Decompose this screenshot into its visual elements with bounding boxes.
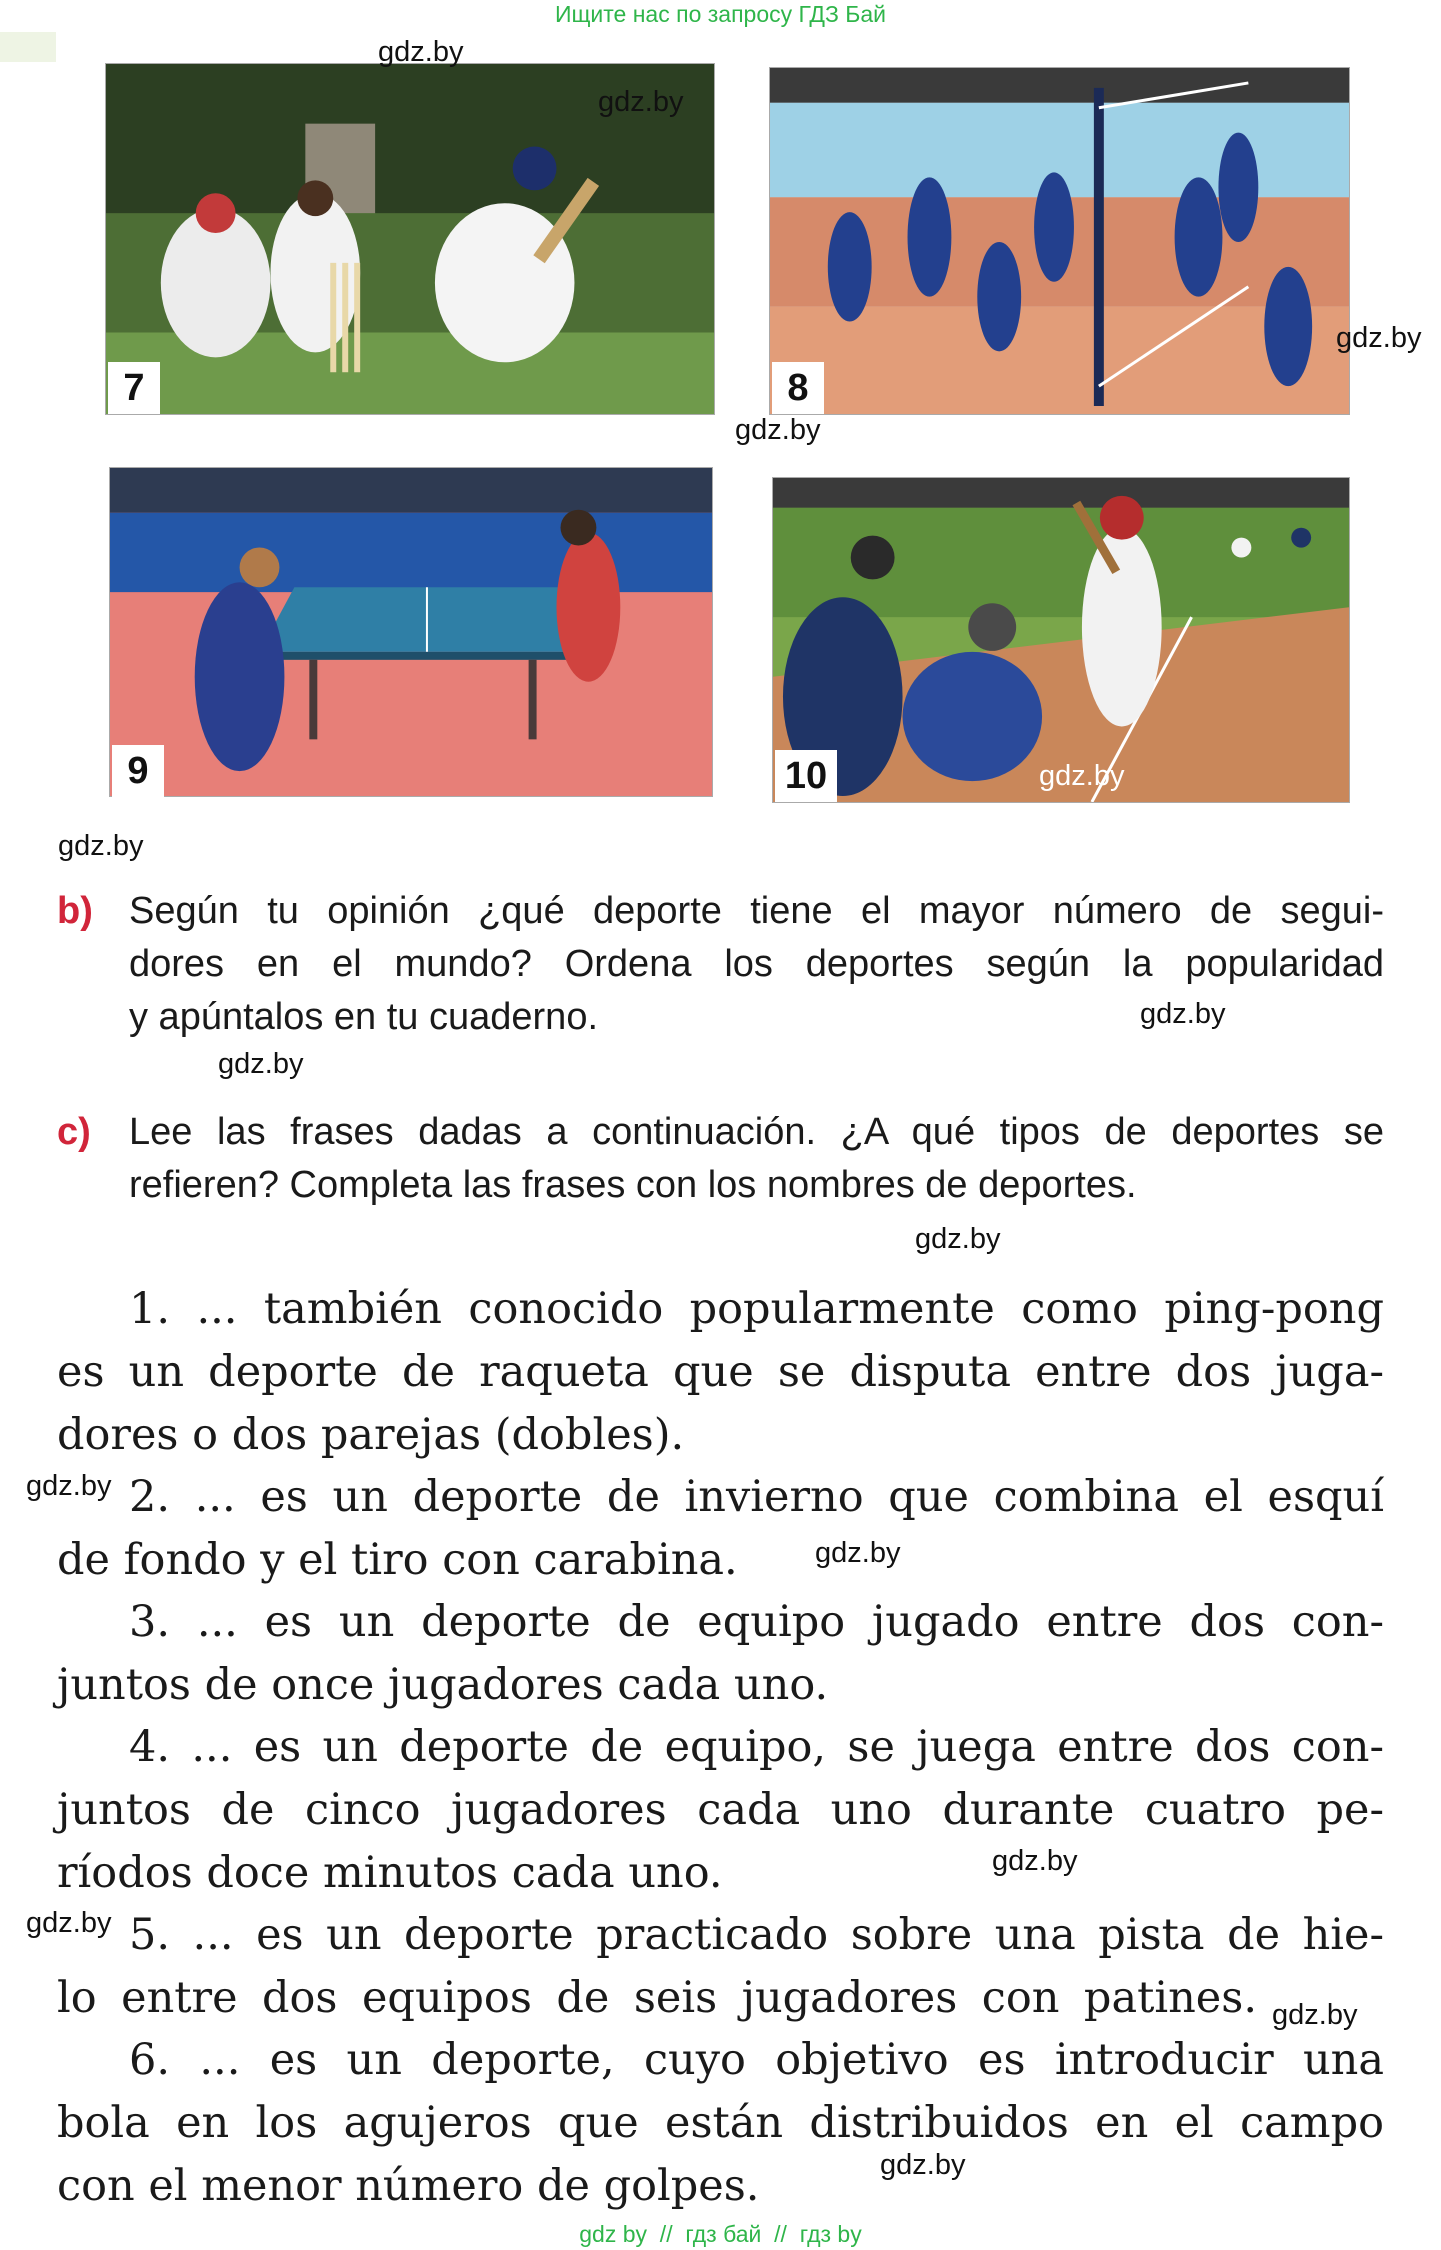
photo-number-7: 7 bbox=[108, 362, 160, 414]
sentence-line: 5. ... es un deporte practicado sobre una pista de hie- bbox=[129, 1910, 1384, 1960]
sentence-line: dores o dos parejas (dobles). bbox=[57, 1410, 685, 1460]
sentence-line: lo entre dos equipos de seis jugadores con patines. bbox=[57, 1973, 1257, 2023]
watermark: gdz.by bbox=[26, 1470, 112, 1502]
task-b-letter: b) bbox=[57, 890, 93, 932]
watermark: gdz.by bbox=[815, 1537, 901, 1569]
task-c-text bbox=[129, 1106, 1384, 1212]
watermark: gdz.by bbox=[880, 2149, 966, 2181]
sentence-line: ríodos doce minutos cada uno. bbox=[57, 1848, 723, 1898]
baseball-photo-icon bbox=[773, 478, 1349, 802]
task-b-line: Según tu opinión ¿qué deporte tiene el mayor número de segui- bbox=[129, 890, 1384, 932]
watermark: gdz.by bbox=[1336, 322, 1422, 354]
photo-8 bbox=[769, 67, 1350, 415]
photo-number-8: 8 bbox=[772, 362, 824, 414]
watermark: gdz.by bbox=[598, 86, 684, 118]
watermark: gdz.by bbox=[915, 1223, 1001, 1255]
sentence-line: 4. ... es un deporte de equipo, se juega entre dos con- bbox=[129, 1722, 1384, 1772]
photo-9 bbox=[109, 467, 713, 797]
sentence-line: 1. ... también conocido popularmente como ping-pong bbox=[129, 1284, 1384, 1334]
sentence-line: de fondo y el tiro con carabina. bbox=[57, 1535, 738, 1585]
watermark: gdz.by bbox=[992, 1845, 1078, 1877]
task-b-line: y apúntalos en tu cuaderno. bbox=[129, 996, 599, 1038]
photo-10 bbox=[772, 477, 1350, 803]
task-c-line: Lee las frases dadas a continuación. ¿A qué tipos de deportes se bbox=[129, 1111, 1384, 1153]
photo-number-9: 9 bbox=[112, 745, 164, 797]
sentence-line: bola en los agujeros que están distribuidos en el campo bbox=[57, 2098, 1384, 2148]
sentence-line: 3. ... es un deporte de equipo jugado entre dos con- bbox=[129, 1597, 1384, 1647]
photo-number-10: 10 bbox=[775, 750, 837, 802]
watermark: gdz.by bbox=[58, 830, 144, 862]
volleyball-photo-icon bbox=[770, 68, 1349, 414]
sentence-line: 2. ... es un deporte de invierno que combina el esquí bbox=[129, 1472, 1384, 1522]
watermark: gdz.by bbox=[735, 414, 821, 446]
search-banner[interactable]: Ищите нас по запросу ГДЗ Бай bbox=[554, 1, 887, 27]
sentence-line: con el menor número de golpes. bbox=[57, 2161, 760, 2211]
watermark: gdz.by bbox=[26, 1907, 112, 1939]
task-b-line: dores en el mundo? Ordena los deportes según la popularidad bbox=[129, 943, 1384, 985]
watermark: gdz.by bbox=[1039, 760, 1125, 792]
task-c-line: refieren? Completa las frases con los nombres de deportes. bbox=[129, 1164, 1137, 1206]
footer-links[interactable]: gdz by // гдз бай // гдз by bbox=[579, 2221, 862, 2247]
watermark: gdz.by bbox=[218, 1048, 304, 1080]
corner-tab bbox=[0, 32, 56, 62]
watermark: gdz.by bbox=[378, 36, 464, 68]
table-tennis-photo-icon bbox=[110, 468, 712, 796]
sentence-line: juntos de once jugadores cada uno. bbox=[57, 1660, 829, 1710]
task-c-letter: c) bbox=[57, 1111, 91, 1153]
watermark: gdz.by bbox=[1272, 1999, 1358, 2031]
watermark: gdz.by bbox=[1140, 998, 1226, 1030]
sentence-line: juntos de cinco jugadores cada uno durante cuatro pe- bbox=[57, 1785, 1384, 1835]
sentence-line: 6. ... es un deporte, cuyo objetivo es introducir una bbox=[129, 2035, 1384, 2085]
sentence-line: es un deporte de raqueta que se disputa entre dos juga- bbox=[57, 1347, 1384, 1397]
